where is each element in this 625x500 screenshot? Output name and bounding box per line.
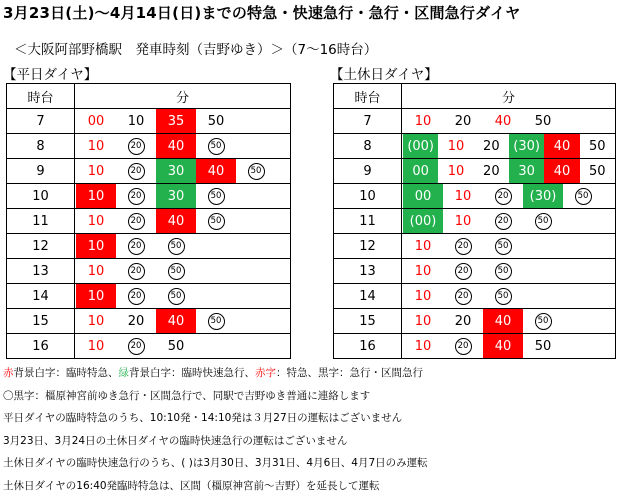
table-row [7, 259, 291, 284]
departure-minute: 10 [87, 263, 105, 279]
departure-minute [116, 284, 156, 308]
circled-minute: 50 [535, 213, 552, 230]
departure-minute: 10 [87, 138, 105, 154]
circled-minute: 20 [128, 163, 145, 180]
circled-minute: 50 [535, 313, 552, 330]
departure-minute [483, 284, 523, 308]
note-legend [3, 362, 428, 385]
note-line-3: 平日ダイヤの臨時特急のうち、10:10発・14:10発は３月27日の運転はございません [3, 412, 403, 425]
departure-minute [443, 234, 483, 258]
header-hour: 時台 [7, 84, 75, 109]
hour-cell: 16 [334, 334, 402, 359]
circled-minute: 50 [248, 163, 265, 180]
table-row [7, 234, 291, 259]
minutes-cell [402, 209, 616, 234]
minutes-cell [75, 109, 291, 134]
table-row [7, 159, 291, 184]
departure-minute: 20 [483, 163, 500, 179]
hour-cell: 9 [7, 159, 75, 184]
departure-minute [116, 334, 156, 358]
departure-minute: 50 [207, 113, 225, 129]
table-row [7, 184, 291, 209]
minutes-cell [402, 259, 616, 284]
table-row [334, 159, 616, 184]
departure-minute [196, 309, 236, 333]
departure-minute [483, 234, 523, 258]
departure-minute [116, 184, 156, 208]
departure-minute [563, 184, 603, 208]
weekday-label: 【平日ダイヤ】 [3, 67, 98, 83]
departure-minute: 10 [414, 113, 432, 129]
table-row [334, 184, 616, 209]
departure-minute: 50 [534, 338, 552, 354]
departure-minute: (30) [509, 134, 544, 158]
departure-minute [523, 209, 563, 233]
hour-cell: 14 [7, 284, 75, 309]
departure-minute: 50 [589, 138, 606, 154]
table-row [334, 259, 616, 284]
departure-minute [443, 334, 483, 358]
departure-minute: 40 [544, 134, 579, 158]
table-row [7, 109, 291, 134]
table-row [334, 284, 616, 309]
departure-minute: 10 [414, 238, 432, 254]
hour-cell: 10 [7, 184, 75, 209]
minutes-cell [402, 334, 616, 359]
departure-minute: 10 [76, 234, 116, 258]
departure-minute [523, 309, 563, 333]
hour-cell: 14 [334, 284, 402, 309]
departure-minute [196, 134, 236, 158]
header-minute: 分 [402, 84, 616, 109]
circled-minute: 20 [128, 338, 145, 355]
departure-minute [156, 234, 196, 258]
departure-minute: 00 [403, 159, 438, 183]
departure-minute: 50 [589, 163, 606, 179]
departure-minute: 00 [403, 184, 443, 208]
departure-minute [116, 209, 156, 233]
header-hour: 時台 [334, 84, 402, 109]
table-row [334, 209, 616, 234]
legend-segment: ：特急、黒字：急行・区間急行 [276, 367, 423, 379]
hour-cell: 12 [7, 234, 75, 259]
departure-minute: 30 [509, 159, 544, 183]
circled-minute: 20 [128, 263, 145, 280]
circled-minute: 50 [495, 238, 512, 255]
minutes-cell [402, 134, 616, 159]
departure-minute: 10 [87, 338, 105, 354]
departure-minute: 40 [544, 159, 579, 183]
hour-cell: 8 [334, 134, 402, 159]
departure-minute [156, 284, 196, 308]
table-row [334, 334, 616, 359]
departure-minute: 10 [414, 288, 432, 304]
minutes-cell [75, 234, 291, 259]
departure-minute: 20 [454, 113, 472, 129]
departure-minute: 50 [167, 338, 185, 354]
departure-minute: 10 [76, 284, 116, 308]
departure-minute [196, 209, 236, 233]
hour-cell: 10 [334, 184, 402, 209]
station-subtitle: ＜大阪阿部野橋駅 発車時刻（吉野ゆき）＞（7～16時台） [14, 42, 378, 58]
minutes-cell [75, 184, 291, 209]
departure-minute: 40 [156, 209, 196, 233]
departure-minute: 10 [454, 188, 472, 204]
hour-cell: 12 [334, 234, 402, 259]
departure-minute: 40 [156, 134, 196, 158]
header-minute: 分 [75, 84, 291, 109]
minutes-cell [402, 234, 616, 259]
minutes-cell [402, 184, 616, 209]
minutes-cell [75, 159, 291, 184]
circled-minute: 50 [575, 188, 592, 205]
legend-segment: 赤字 [255, 367, 276, 379]
table-row [334, 234, 616, 259]
table-row [7, 134, 291, 159]
weekday-timetable [6, 83, 291, 359]
hour-cell: 16 [7, 334, 75, 359]
departure-minute: 35 [156, 109, 196, 133]
minutes-cell [75, 334, 291, 359]
departure-minute [236, 159, 276, 183]
minutes-cell [75, 209, 291, 234]
hour-cell: 15 [7, 309, 75, 334]
circled-minute: 20 [495, 213, 512, 230]
departure-minute: 30 [156, 159, 196, 183]
circled-minute: 50 [495, 263, 512, 280]
minutes-cell [75, 284, 291, 309]
circled-minute: 20 [455, 238, 472, 255]
circled-minute: 50 [208, 188, 225, 205]
note-line-4: 3月23日、3月24日の土休日ダイヤの臨時快速急行の運転はございません [3, 434, 348, 447]
page-title: 3月23日(土)～4月14日(日)までの特急・快速急行・急行・区間急行ダイヤ [3, 4, 521, 22]
legend-segment: 赤 [3, 367, 14, 379]
departure-minute: 40 [196, 159, 236, 183]
table-row [334, 309, 616, 334]
minutes-cell [75, 309, 291, 334]
departure-minute: 40 [483, 334, 523, 358]
circled-minute: 20 [495, 188, 512, 205]
minutes-cell [402, 159, 616, 184]
departure-minute [196, 184, 236, 208]
departure-minute [443, 284, 483, 308]
circled-minute: 50 [208, 138, 225, 155]
departure-minute [116, 234, 156, 258]
hour-cell: 11 [7, 209, 75, 234]
departure-minute: 00 [87, 113, 105, 129]
departure-minute: 10 [76, 184, 116, 208]
circled-minute: 50 [168, 238, 185, 255]
departure-minute: 20 [483, 138, 500, 154]
table-row [7, 309, 291, 334]
note-line-5: 土休日ダイヤの臨時快速急行のうち、( )は3月30日、3月31日、4月6日、4月7日のみ運転 [3, 457, 428, 470]
table-row [7, 284, 291, 309]
circled-minute: 50 [495, 288, 512, 305]
legend-segment: 背景白字：臨時快速急行、 [129, 367, 255, 379]
minutes-cell [402, 284, 616, 309]
departure-minute: 10 [454, 213, 472, 229]
departure-minute [116, 259, 156, 283]
note-line-6: 土休日ダイヤの16:40発臨時特急は、区間（橿原神宮前～吉野）を延長して運転 [3, 479, 380, 492]
circled-minute: 20 [455, 263, 472, 280]
table-row [7, 209, 291, 234]
departure-minute: 10 [414, 313, 432, 329]
note-line-2: 〇黒字：橿原神宮前ゆき急行・区間急行で、同駅で吉野ゆき普通に連絡します [3, 389, 371, 402]
holiday-timetable [333, 83, 616, 359]
hour-cell: 11 [334, 209, 402, 234]
circled-minute: 20 [455, 338, 472, 355]
departure-minute: 40 [156, 309, 196, 333]
minutes-cell [75, 134, 291, 159]
minutes-cell [402, 309, 616, 334]
departure-minute: 10 [414, 263, 432, 279]
departure-minute [443, 259, 483, 283]
departure-minute: 10 [87, 313, 105, 329]
departure-minute: 10 [414, 338, 432, 354]
departure-minute: (00) [403, 209, 443, 233]
circled-minute: 50 [208, 213, 225, 230]
legend-segment: 背景白字：臨時特急、 [13, 367, 119, 379]
hour-cell: 7 [7, 109, 75, 134]
circled-minute: 20 [455, 288, 472, 305]
hour-cell: 13 [334, 259, 402, 284]
departure-minute: 40 [494, 113, 512, 129]
departure-minute [483, 259, 523, 283]
departure-minute [156, 259, 196, 283]
circled-minute: 50 [208, 313, 225, 330]
circled-minute: 20 [128, 238, 145, 255]
minutes-cell [75, 259, 291, 284]
legend-segment: 緑 [118, 367, 129, 379]
departure-minute: 10 [447, 163, 465, 179]
departure-minute [116, 134, 156, 158]
circled-minute: 20 [128, 188, 145, 205]
table-row [334, 134, 616, 159]
departure-minute [483, 184, 523, 208]
hour-cell: 7 [334, 109, 402, 134]
holiday-label: 【土休日ダイヤ】 [330, 67, 438, 83]
departure-minute: 10 [127, 113, 145, 129]
circled-minute: 20 [128, 138, 145, 155]
departure-minute: (00) [403, 134, 438, 158]
departure-minute: 10 [87, 213, 105, 229]
hour-cell: 8 [7, 134, 75, 159]
departure-minute: 50 [534, 113, 552, 129]
notes [3, 362, 428, 498]
table-row [7, 334, 291, 359]
departure-minute [116, 159, 156, 183]
departure-minute: (30) [523, 184, 563, 208]
departure-minute: 40 [483, 309, 523, 333]
hour-cell: 13 [7, 259, 75, 284]
circled-minute: 20 [128, 288, 145, 305]
departure-minute [483, 209, 523, 233]
departure-minute: 30 [156, 184, 196, 208]
hour-cell: 9 [334, 159, 402, 184]
circled-minute: 20 [128, 213, 145, 230]
circled-minute: 50 [168, 288, 185, 305]
departure-minute: 20 [127, 313, 145, 329]
hour-cell: 15 [334, 309, 402, 334]
minutes-cell [402, 109, 616, 134]
table-row [334, 109, 616, 134]
departure-minute: 10 [447, 138, 465, 154]
departure-minute: 20 [454, 313, 472, 329]
circled-minute: 50 [168, 263, 185, 280]
departure-minute: 10 [87, 163, 105, 179]
